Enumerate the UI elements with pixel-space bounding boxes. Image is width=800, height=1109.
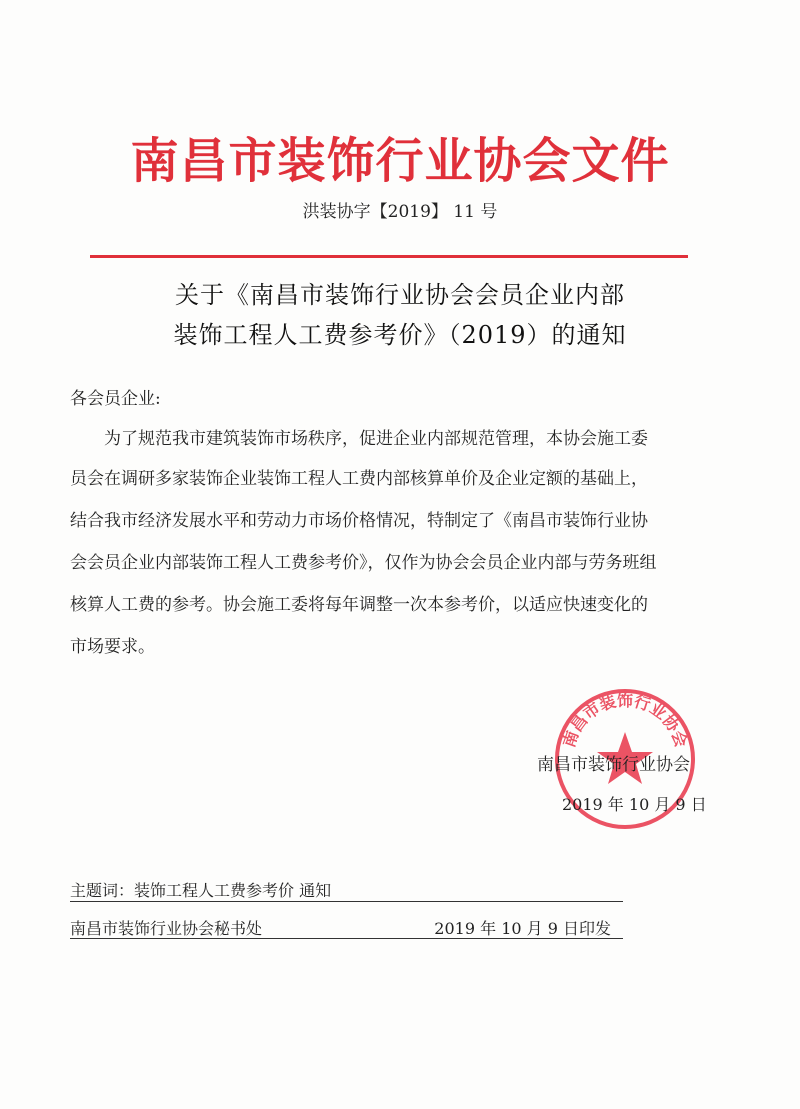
signer-organization: 南昌市装饰行业协会 <box>537 755 690 775</box>
body-line: 会会员企业内部装饰工程人工费参考价》，仅作为协会会员企业内部与劳务班组 <box>70 553 657 573</box>
body-line: 为了规范我市建筑装饰市场秩序，促进企业内部规范管理，本协会施工委 <box>104 429 648 449</box>
notice-title-line2: 装饰工程人工费参考价》（2019）的通知 <box>173 321 627 349</box>
footer-keywords: 主题词：装饰工程人工费参考价 通知 <box>70 881 332 900</box>
footer-issue-row <box>70 916 623 939</box>
body-line: 员会在调研多家装饰企业装饰工程人工费内部核算单价及企业定额的基础上， <box>70 469 648 489</box>
document-header-title: 南昌市装饰行业协会文件 <box>130 133 670 189</box>
footer-issue-date: 2019 年 10 月 9 日印发 <box>434 919 611 938</box>
body-line: 核算人工费的参考。协会施工委将每年调整一次本参考价，以适应快速变化的 <box>70 595 648 615</box>
footer-issuer: 南昌市装饰行业协会秘书处 <box>70 919 263 938</box>
signing-date: 2019 年 10 月 9 日 <box>562 795 707 814</box>
salutation: 各会员企业: <box>70 389 161 409</box>
body-line: 结合我市经济发展水平和劳动力市场价格情况，特制定了《南昌市装饰行业协 <box>70 511 648 531</box>
red-divider <box>90 255 688 258</box>
body-line: 市场要求。 <box>70 637 155 657</box>
document-number: 洪装协字【2019】 11 号 <box>302 202 498 222</box>
notice-title-line1: 关于《南昌市装饰行业协会会员企业内部 <box>175 281 625 309</box>
seal-text: 南昌市装饰行业协会 <box>559 690 691 750</box>
footer-divider <box>70 938 623 939</box>
footer-divider <box>70 901 623 902</box>
